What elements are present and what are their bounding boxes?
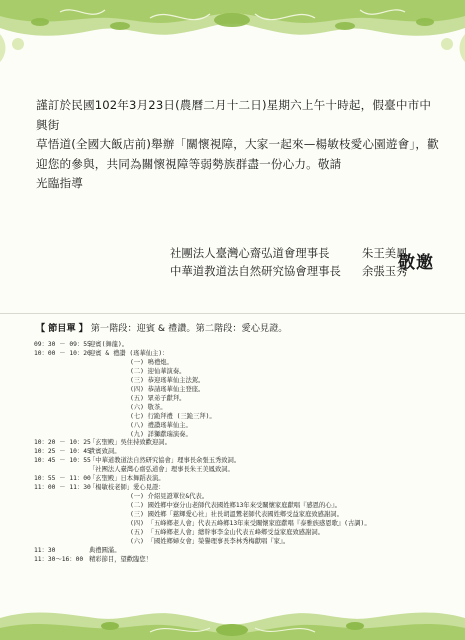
schedule-item: (三) 恭迎瑤華仙主法駕。 — [130, 376, 205, 384]
schedule-time — [34, 520, 89, 529]
schedule-item: 迎賓 & 禮讚 (瑤華仙主)： — [89, 349, 169, 357]
schedule-row — [34, 404, 454, 413]
schedule-time: 10：20 － 10：25 — [34, 439, 91, 447]
schedule-time: 09：30 － 09：55 — [34, 341, 91, 348]
schedule-time — [34, 529, 89, 538]
schedule-row — [34, 466, 454, 475]
schedule-time — [34, 511, 89, 520]
schedule-time — [34, 431, 89, 440]
schedule-row — [34, 511, 454, 520]
invitation-line-4: 光臨指導 — [36, 176, 83, 190]
schedule-row — [34, 556, 454, 565]
schedule-time: 10：45 － 10：55 — [34, 457, 91, 465]
schedule-time: 10：00 － 10：20 — [34, 349, 91, 357]
signer-name: 朱王美鳳 — [362, 246, 408, 260]
schedule-row — [34, 502, 454, 511]
schedule-item: (六) 敬茶。 — [130, 403, 167, 411]
schedule-item: (一) 鳴禮炮。 — [130, 358, 173, 366]
program-stages: 第一階段：迎賓 & 禮讚。第二階段：愛心見證。 — [90, 323, 288, 334]
program-header — [36, 323, 287, 335]
program-schedule — [34, 341, 454, 565]
program-title: 節目單 — [48, 323, 76, 334]
schedule-row — [34, 493, 454, 502]
program-bracket-open: 【 — [36, 323, 46, 334]
schedule-row — [34, 368, 454, 377]
schedule-item: (四) 「五峰鄉老人會」代表五峰鄉13年來受關懷家庭獻唱『泰雅族感恩歌』(古調)。 — [130, 520, 371, 528]
schedule-row — [34, 475, 454, 484]
schedule-row — [34, 359, 454, 368]
schedule-item: (四) 恭請瑤華仙主登座。 — [130, 385, 205, 393]
schedule-time — [34, 386, 89, 395]
schedule-item: 「楊敏枝老師」愛心見證： — [89, 484, 165, 492]
schedule-item: (五) 眾弟子獻拜。 — [130, 394, 186, 402]
schedule-item: 貴賓致詞。 — [89, 448, 121, 456]
schedule-item: 精彩節目，望歡臨您！ — [89, 555, 152, 563]
schedule-time — [34, 466, 89, 475]
schedule-row — [34, 547, 454, 556]
schedule-row — [34, 395, 454, 404]
schedule-row — [34, 422, 454, 431]
schedule-item: 典禮圓滿。 — [89, 546, 121, 554]
schedule-time: 11：30 — [34, 546, 56, 554]
schedule-item: (六) 「國姓鄉婦女會」榮譽理事長李林秀梅獻唱『家』。 — [130, 537, 290, 545]
schedule-item: 「中華道教道法自然研究協會」理事長余張玉秀致詞。 — [89, 457, 241, 465]
schedule-row — [34, 413, 454, 422]
closing-respect: 敬邀 — [398, 253, 434, 273]
schedule-row — [34, 484, 454, 493]
schedule-time: 11：00 － 11：30 — [34, 484, 91, 492]
schedule-time — [34, 413, 89, 422]
signers-block — [170, 244, 422, 280]
schedule-row — [34, 529, 454, 538]
schedule-time — [34, 359, 89, 368]
schedule-row — [34, 538, 454, 547]
signer-row — [170, 262, 422, 280]
schedule-time: 11：30～16：00 — [34, 555, 84, 563]
schedule-row — [34, 520, 454, 529]
fold-line — [0, 313, 465, 314]
schedule-time — [34, 368, 89, 377]
schedule-row — [34, 386, 454, 395]
top-floral-border — [0, 0, 465, 62]
schedule-time — [34, 395, 89, 404]
schedule-item: (七) 行跪拜禮 (三跪三拜)。 — [130, 412, 216, 420]
signer-organization: 社團法人臺灣心齋弘道會理事長 — [170, 246, 330, 260]
schedule-item: (八) 禮讚瑤華仙主。 — [130, 421, 192, 429]
schedule-time: 10：55 － 11：00 — [34, 475, 91, 483]
schedule-item: 「玄聖殿」吳住持致歡迎詞。 — [89, 439, 171, 447]
invitation-line-3: 迎您的參與，共同為關懷視障等弱勢族群盡一份心力。敬請 — [36, 156, 342, 171]
signer-name: 余張玉秀 — [362, 264, 408, 278]
schedule-time — [34, 377, 89, 386]
schedule-row — [34, 341, 454, 350]
signer-row — [170, 244, 422, 262]
schedule-item: (五) 「五峰鄉老人會」總幹事李金山代表五峰鄉受益家庭致感謝詞。 — [130, 529, 324, 537]
schedule-time — [34, 422, 89, 431]
schedule-item: (九) 詳獅獻瑞演奏。 — [130, 430, 192, 438]
schedule-item: (二) 國姓鄉中寮分山老師代表國姓鄉13年來受關懷家庭獻唱『感恩的心』。 — [130, 502, 342, 510]
schedule-row — [34, 377, 454, 386]
schedule-item: (二) 迎仙華演奏。 — [130, 367, 186, 375]
program-bracket-close: 】 — [78, 323, 88, 334]
invitation-line-2: 草悟道(全國大飯店前)舉辦「關懷視障，大家一起來—楊敏枝愛心園遊會」，歡 — [36, 137, 439, 151]
schedule-row — [34, 457, 454, 466]
bottom-floral-border — [0, 598, 465, 640]
invitation-text — [36, 96, 440, 194]
invitation-line-1: 謹訂於民國102年3月23日(農曆二月十二日)星期六上午十時起，假臺中市中興街 — [36, 98, 432, 132]
schedule-row — [34, 350, 454, 359]
schedule-item: (三) 國姓鄉「慈輝愛心社」社長胡溫鸞老師代表國姓鄉受益家庭致感謝詞。 — [130, 511, 343, 519]
schedule-item: 「玄聖殿」日本舞蹈表演。 — [89, 475, 165, 483]
schedule-time — [34, 502, 89, 511]
schedule-item: 迎賓(舞龍)。 — [89, 341, 129, 348]
schedule-time — [34, 404, 89, 413]
schedule-time — [34, 538, 89, 547]
signer-organization: 中華道教道法自然研究協會理事長 — [170, 264, 341, 278]
schedule-time — [34, 493, 89, 502]
schedule-item: (一) 介紹見證單位&代表。 — [130, 493, 209, 501]
schedule-time: 10：25 － 10：45 — [34, 448, 91, 456]
schedule-item: 「社團法人臺灣心齋弘道會」理事長朱王美鳳致詞。 — [89, 466, 234, 474]
